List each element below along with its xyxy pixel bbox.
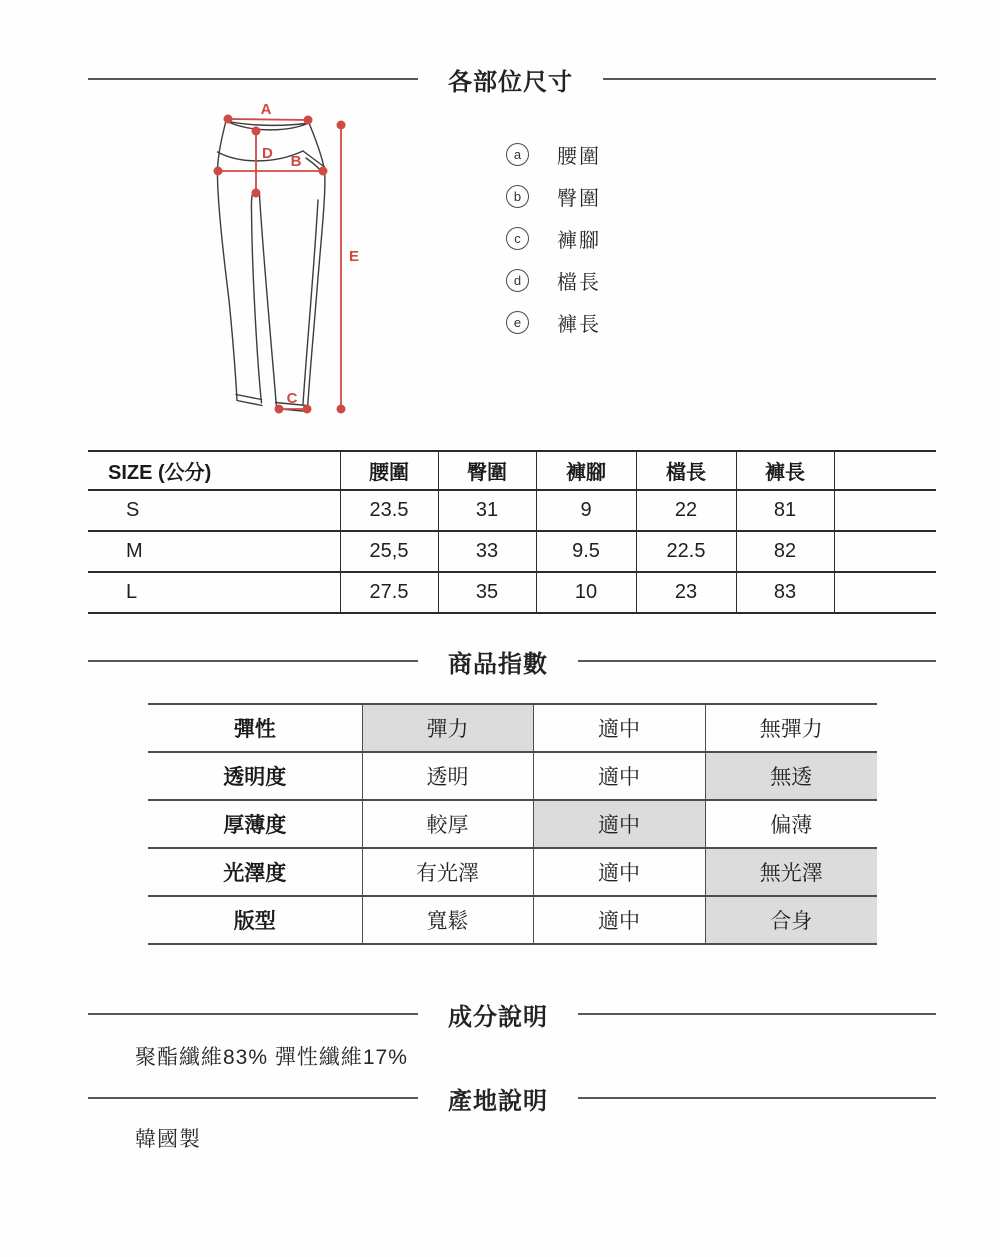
size-table-header-cell: 褲長 xyxy=(736,451,834,490)
measure-label-a: A xyxy=(260,101,272,118)
value-cell: 9 xyxy=(536,490,636,531)
composition-text: 聚酯纖維83% 彈性纖維17% xyxy=(135,1046,408,1069)
section-title-origin: 產地說明 xyxy=(448,1087,548,1115)
divider-line xyxy=(578,1013,936,1015)
measure-label-e: E xyxy=(349,248,360,265)
size-table-header-cell: 檔長 xyxy=(636,451,736,490)
value-cell: 82 xyxy=(736,531,834,572)
value-cell: 10 xyxy=(536,572,636,613)
size-table-header-cell xyxy=(834,451,936,490)
origin-text: 韓國製 xyxy=(135,1128,201,1151)
index-option: 適中 xyxy=(533,704,705,752)
value-cell: 35 xyxy=(438,572,536,613)
index-option: 偏薄 xyxy=(705,800,877,848)
legend-item xyxy=(506,269,601,292)
product-index-table xyxy=(148,703,877,945)
value-cell: 31 xyxy=(438,490,536,531)
legend-key-badge: c xyxy=(506,227,529,250)
value-cell: 22 xyxy=(636,490,736,531)
index-option-selected: 彈力 xyxy=(362,704,533,752)
value-cell: 83 xyxy=(736,572,834,613)
index-option-selected: 適中 xyxy=(533,800,705,848)
value-cell: 23 xyxy=(636,572,736,613)
index-option-selected: 合身 xyxy=(705,896,877,944)
divider-line xyxy=(88,1013,418,1015)
legend-item xyxy=(506,143,601,166)
size-table-header-cell: 臀圍 xyxy=(438,451,536,490)
legend-key-badge: d xyxy=(506,269,529,292)
index-table-row xyxy=(148,752,877,800)
index-option: 適中 xyxy=(533,752,705,800)
divider-line xyxy=(578,1097,936,1099)
size-table-header-cell: 褲腳 xyxy=(536,451,636,490)
index-attribute-label: 厚薄度 xyxy=(223,814,287,837)
size-table-row xyxy=(88,531,936,572)
section-header-index xyxy=(88,646,936,676)
divider-line xyxy=(603,78,936,80)
value-cell: 9.5 xyxy=(536,531,636,572)
index-option: 透明 xyxy=(362,752,533,800)
index-option-selected: 無透 xyxy=(705,752,877,800)
index-table-row xyxy=(148,704,877,752)
index-option: 有光澤 xyxy=(362,848,533,896)
section-title-index: 商品指數 xyxy=(448,650,548,678)
index-option: 較厚 xyxy=(362,800,533,848)
value-cell: 25,5 xyxy=(340,531,438,572)
divider-line xyxy=(88,660,418,662)
size-cell: L xyxy=(126,581,138,603)
legend-item xyxy=(506,311,601,334)
size-table-header-cell: 腰圍 xyxy=(340,451,438,490)
value-cell: 27.5 xyxy=(340,572,438,613)
legend-item-label: 腰圍 xyxy=(557,146,601,168)
index-table-row xyxy=(148,848,877,896)
measure-label-c: C xyxy=(286,390,298,407)
legend-key-badge: e xyxy=(506,311,529,334)
measure-label-d: D xyxy=(262,145,273,162)
index-option-selected: 無光澤 xyxy=(705,848,877,896)
index-attribute-label: 光澤度 xyxy=(223,862,287,885)
size-table-header-size: SIZE (公分) xyxy=(108,462,212,484)
value-cell xyxy=(834,490,936,531)
index-attribute-label: 彈性 xyxy=(233,718,276,741)
legend-key-badge: b xyxy=(506,185,529,208)
divider-line xyxy=(578,660,936,662)
legend-key-badge: a xyxy=(506,143,529,166)
value-cell: 81 xyxy=(736,490,834,531)
value-cell: 33 xyxy=(438,531,536,572)
index-attribute-label: 透明度 xyxy=(223,766,287,789)
measurement-legend xyxy=(506,143,601,334)
index-option: 適中 xyxy=(533,896,705,944)
section-header-measurements xyxy=(88,64,936,94)
measure-label-b: B xyxy=(290,153,302,170)
size-cell: S xyxy=(126,499,140,521)
divider-line xyxy=(88,78,418,80)
legend-item xyxy=(506,227,601,250)
section-title-measurements: 各部位尺寸 xyxy=(448,68,573,96)
index-table-row xyxy=(148,800,877,848)
index-attribute-label: 版型 xyxy=(233,910,276,933)
leggings-outline xyxy=(217,121,324,412)
leggings-measurement-diagram xyxy=(185,100,360,420)
legend-item-label: 臀圍 xyxy=(557,188,601,210)
legend-item-label: 褲腳 xyxy=(557,230,601,252)
value-cell xyxy=(834,572,936,613)
size-table xyxy=(88,450,936,614)
index-table-row xyxy=(148,896,877,944)
value-cell: 22.5 xyxy=(636,531,736,572)
size-table-row xyxy=(88,490,936,531)
legend-item xyxy=(506,185,601,208)
value-cell: 23.5 xyxy=(340,490,438,531)
index-option: 寬鬆 xyxy=(362,896,533,944)
value-cell xyxy=(834,531,936,572)
index-option: 適中 xyxy=(533,848,705,896)
size-cell: M xyxy=(126,540,143,562)
legend-item-label: 檔長 xyxy=(557,272,601,294)
legend-item-label: 褲長 xyxy=(557,314,601,336)
section-title-composition: 成分說明 xyxy=(448,1003,548,1031)
divider-line xyxy=(88,1097,418,1099)
section-header-origin xyxy=(88,1083,936,1113)
size-table-row xyxy=(88,572,936,613)
index-option: 無彈力 xyxy=(705,704,877,752)
size-table-header-row xyxy=(88,451,936,490)
section-header-composition xyxy=(88,999,936,1029)
